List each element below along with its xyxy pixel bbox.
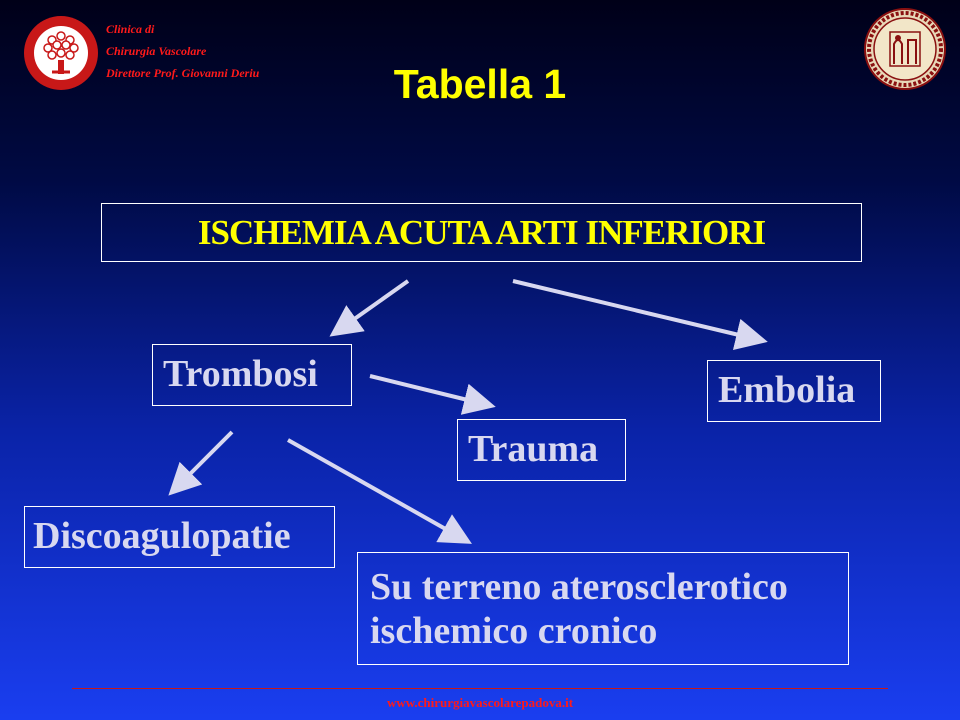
trombosi-node-box: Trombosi (152, 344, 352, 406)
discoagulopatie-node-box: Discoagulopatie (24, 506, 335, 568)
footer-url: www.chirurgiavascolarepadova.it (386, 695, 574, 710)
arrow-to-trombosi (336, 281, 408, 332)
clinic-line-3: Direttore Prof. Giovanni Deriu (106, 66, 260, 80)
terreno-line-1: Su terreno aterosclerotico (370, 566, 788, 608)
clinic-line-2: Chirurgia Vascolare (106, 44, 207, 58)
clinic-line-1: Clinica di (106, 22, 155, 36)
embolia-node-box: Embolia (707, 360, 881, 422)
terreno-node-box (357, 552, 849, 665)
root-node-box: ISCHEMIA ACUTA ARTI INFERIORI (101, 203, 862, 262)
page-title: Tabella 1 (393, 61, 567, 107)
trauma-node-box: Trauma (457, 419, 626, 481)
footer-divider (72, 688, 888, 689)
arrow-to-discoagulopatie (174, 432, 232, 490)
arrow-to-embolia (513, 281, 760, 340)
arrow-to-trauma (370, 376, 488, 405)
terreno-line-2: ischemico cronico (370, 610, 658, 652)
